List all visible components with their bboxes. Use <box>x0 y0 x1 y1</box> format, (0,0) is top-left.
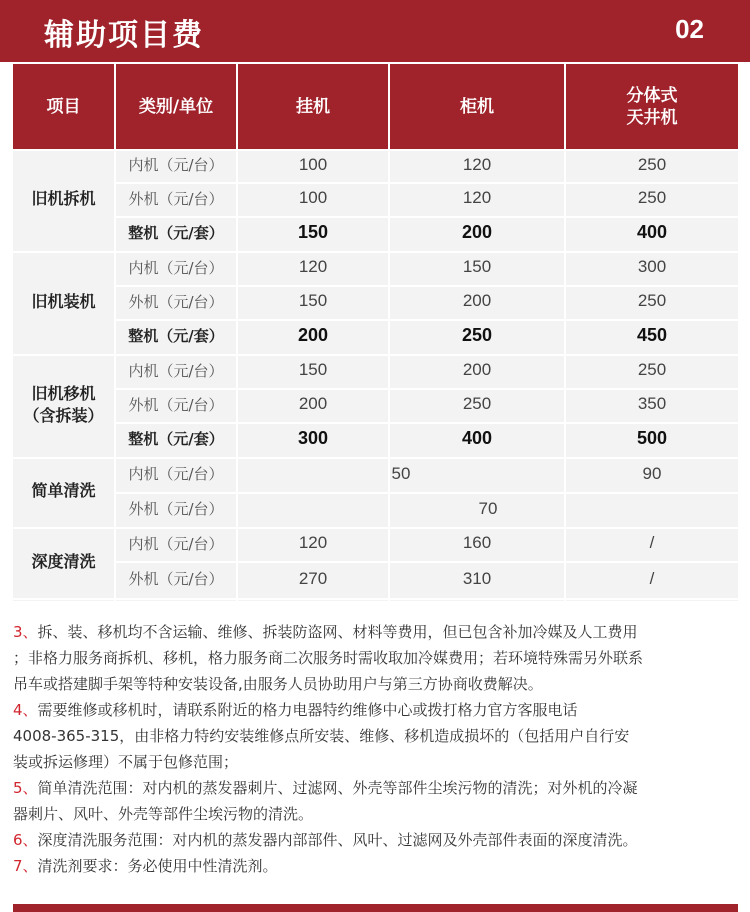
note-line <box>13 671 738 697</box>
category-name: 简单清洗 <box>31 481 96 500</box>
price-cell: 200 <box>297 325 329 345</box>
row-divider <box>116 182 738 184</box>
price-cell: 150 <box>298 360 328 379</box>
category-cell <box>13 457 114 525</box>
note-text: 拆、装、移机均不含运输、维修、拆装防盗网、材料等费用，但已包含补加冷媒及人工费用 <box>37 623 638 641</box>
price-cell: 150 <box>462 257 492 276</box>
row-divider <box>116 388 738 390</box>
price-cell: 100 <box>298 188 328 207</box>
note-line <box>13 801 738 827</box>
price-cell: 150 <box>298 291 328 310</box>
note-item <box>13 853 738 879</box>
note-text: 清洗剂要求：务必使用中性清洗剂。 <box>37 857 278 875</box>
note-number: 5、 <box>13 779 38 797</box>
column-divider <box>388 64 390 601</box>
price-cell: 50 <box>391 463 411 483</box>
note-line <box>13 749 738 775</box>
category-name: 深度清洗 <box>31 551 96 571</box>
price-cell: 300 <box>297 428 329 448</box>
category-cell <box>13 251 114 352</box>
category-name: 旧机拆机 <box>31 189 96 208</box>
note-text: ；非格力服务商拆机、移机，格力服务商二次服务时需收取加冷媒费用；若环境特殊需另外联系 <box>13 649 644 667</box>
price-cell: 200 <box>461 222 493 242</box>
fee-table <box>13 64 738 601</box>
price-cell: 100 <box>298 154 328 174</box>
price-cell: 250 <box>461 325 493 345</box>
note-item <box>13 697 738 775</box>
note-text: 器刺片、风叶、外壳等部件尘埃污物的清洗。 <box>13 805 314 823</box>
header-ceiling-line1: 分体式 <box>626 85 678 106</box>
price-cell: 150 <box>297 222 329 242</box>
unit-cell: 外机（元/台） <box>128 189 224 208</box>
note-item <box>13 827 738 853</box>
note-line <box>13 853 738 879</box>
note-text: 4008-365-315，由非格力特约安装维修点所安装、维修、移机造成损坏的（包括用户自行安 <box>13 727 630 745</box>
note-line <box>13 827 738 853</box>
price-cell: 160 <box>462 533 492 552</box>
column-divider <box>564 64 566 601</box>
unit-cell: 内机（元/台） <box>128 258 224 277</box>
unit-cell: 内机（元/台） <box>128 534 224 553</box>
note-line <box>13 645 738 671</box>
note-text: 吊车或搭建脚手架等特种安装设备,由服务人员协助用户与第三方协商收费解决。 <box>13 675 543 693</box>
category-name: 旧机移机 <box>31 383 96 403</box>
price-cell: 350 <box>637 394 667 413</box>
bottom-bar <box>13 904 738 912</box>
price-cell: 300 <box>637 257 667 276</box>
price-cell: 400 <box>461 428 493 448</box>
price-cell: 250 <box>637 360 667 379</box>
note-line <box>13 619 738 645</box>
note-line <box>13 775 738 801</box>
note-number: 4、 <box>13 701 38 719</box>
unit-cell: 整机（元/套） <box>128 430 224 448</box>
row-divider <box>116 319 738 321</box>
row-divider <box>13 598 738 600</box>
price-cell: 250 <box>637 291 667 310</box>
price-cell: 200 <box>298 394 328 413</box>
header-wall: 挂机 <box>238 64 388 149</box>
section-number: 02 <box>675 14 704 44</box>
price-cell: 500 <box>636 428 668 448</box>
price-cell: 250 <box>637 154 667 174</box>
category-cell <box>13 354 114 455</box>
note-text: 需要维修或移机时，请联系附近的格力电器特约维修中心或拨打格力官方客服电话 <box>37 701 578 719</box>
price-cell: 200 <box>462 291 492 310</box>
section-banner <box>0 0 750 62</box>
note-number: 7、 <box>13 857 38 875</box>
note-text: 简单清洗范围：对内机的蒸发器刺片、过滤网、外壳等部件尘埃污物的清洗；对外机的冷凝 <box>37 779 638 797</box>
unit-cell: 外机（元/台） <box>128 292 224 311</box>
row-divider <box>116 561 738 563</box>
note-text: 装或拆运修理）不属于包修范围； <box>13 753 239 771</box>
row-divider <box>13 149 738 151</box>
column-divider <box>236 64 238 601</box>
price-cell: 200 <box>462 360 492 379</box>
unit-cell: 外机（元/台） <box>128 395 224 414</box>
price-cell: 90 <box>642 463 662 483</box>
section-title: 辅助项目费 <box>44 18 204 53</box>
price-cell: 310 <box>462 568 492 588</box>
price-cell: 450 <box>636 325 668 345</box>
unit-cell: 整机（元/套） <box>128 224 224 242</box>
notes-section <box>13 619 738 879</box>
row-divider <box>116 422 738 424</box>
note-line <box>13 723 738 749</box>
price-cell: 400 <box>636 222 668 242</box>
price-cell: 250 <box>637 188 667 207</box>
price-cell: 70 <box>478 498 498 518</box>
price-cell: 250 <box>462 394 492 413</box>
price-cell: 120 <box>298 257 328 276</box>
header-item: 项目 <box>13 64 114 149</box>
price-cell: 270 <box>298 568 328 588</box>
category-name: （含拆装） <box>23 405 104 425</box>
price-cell: 120 <box>462 154 492 174</box>
category-cell <box>13 149 114 249</box>
category-name: 旧机装机 <box>31 291 96 311</box>
unit-cell: 外机（元/台） <box>128 500 224 518</box>
header-ceiling-line2: 天井机 <box>626 107 678 128</box>
note-number: 3、 <box>13 623 38 641</box>
row-divider <box>116 285 738 287</box>
note-item <box>13 619 738 697</box>
unit-cell: 内机（元/台） <box>128 156 224 174</box>
row-divider <box>116 492 738 494</box>
price-cell: 120 <box>462 188 492 207</box>
note-line <box>13 697 738 723</box>
category-cell <box>13 527 114 596</box>
price-cell: / <box>649 568 655 588</box>
note-text: 深度清洗服务范围：对内机的蒸发器内部部件、风叶、过滤网及外壳部件表面的深度清洗。 <box>37 831 638 849</box>
header-unit: 类别/单位 <box>116 64 236 149</box>
note-number: 6、 <box>13 831 38 849</box>
price-cell: / <box>649 533 655 552</box>
unit-cell: 内机（元/台） <box>128 361 224 380</box>
unit-cell: 内机（元/台） <box>128 465 224 483</box>
header-cabinet: 柜机 <box>390 64 564 149</box>
price-cell: 120 <box>298 533 328 552</box>
header-ceiling <box>566 64 738 149</box>
unit-cell: 外机（元/台） <box>128 570 224 588</box>
note-item <box>13 775 738 827</box>
column-divider <box>114 64 116 601</box>
unit-cell: 整机（元/套） <box>128 327 224 345</box>
row-divider <box>116 216 738 218</box>
